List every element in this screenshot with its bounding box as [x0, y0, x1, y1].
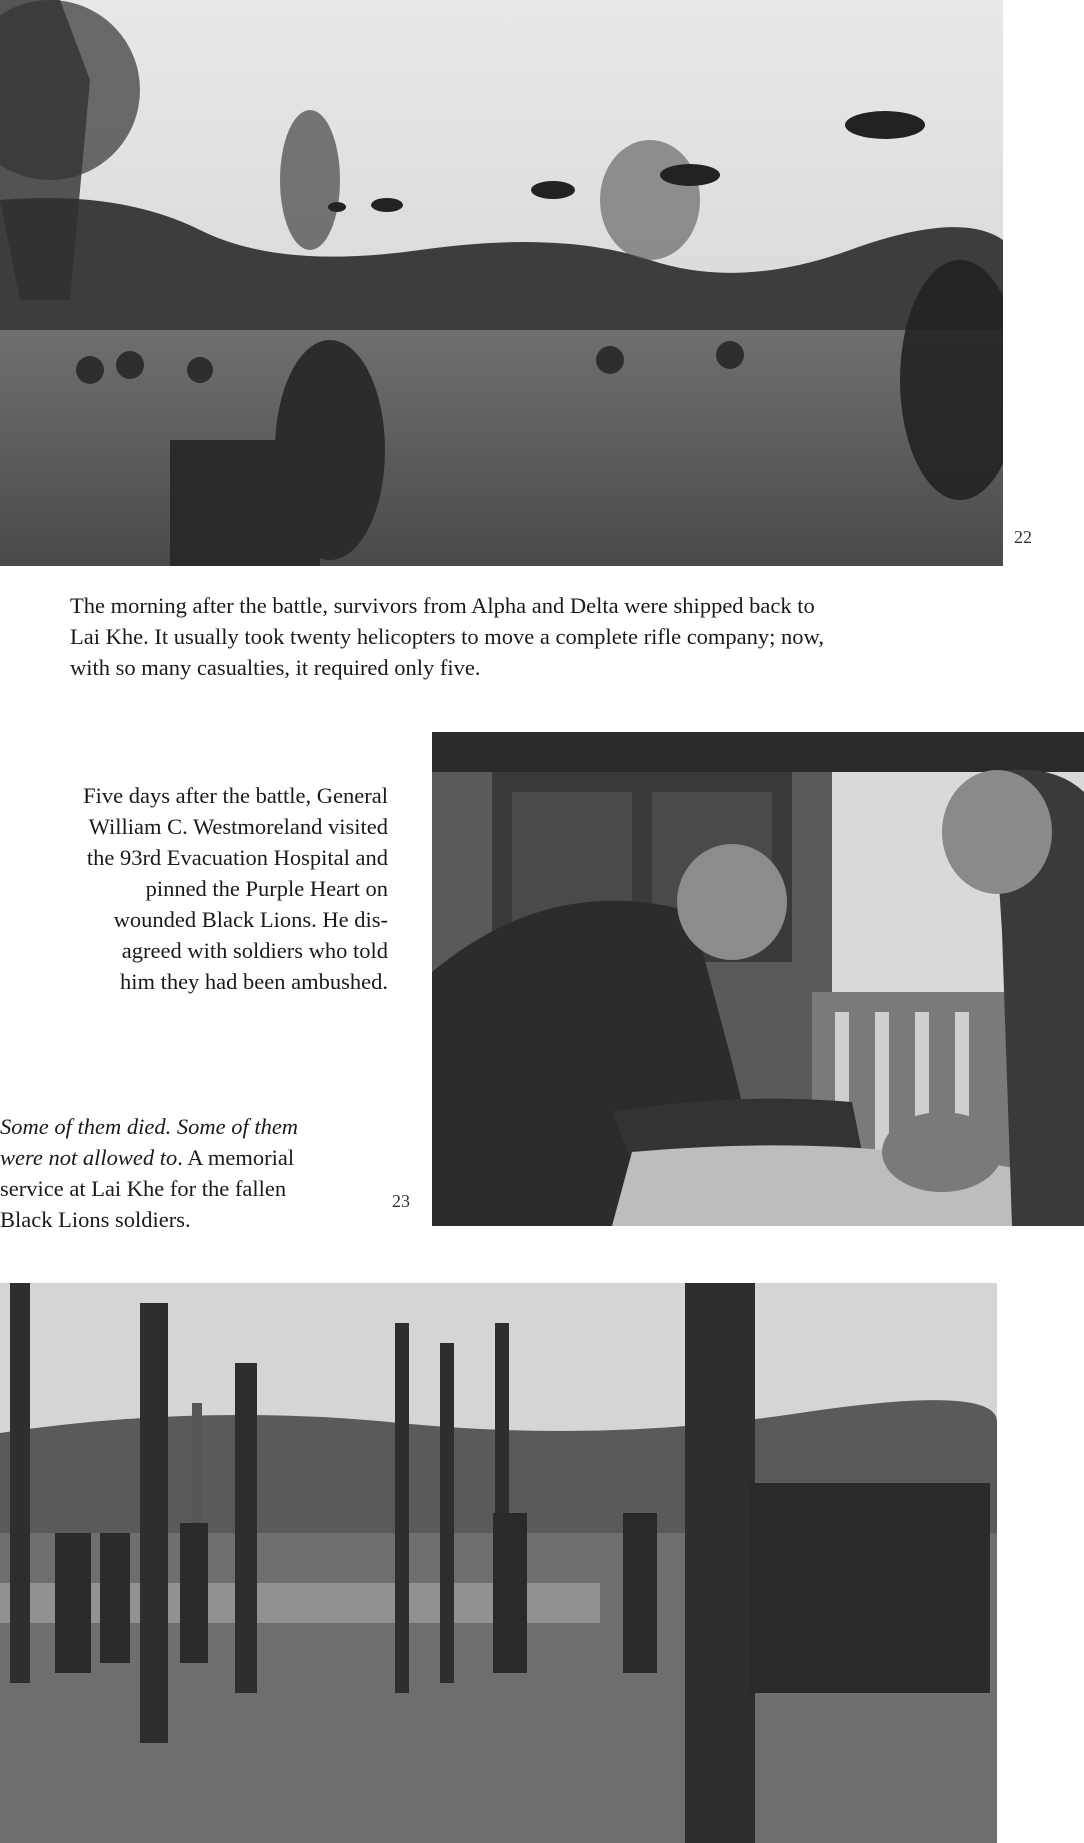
caption-line: The morning after the battle, survivors from Alpha and Delta were shipped back to	[70, 593, 815, 618]
page-number-23: 23	[392, 1191, 410, 1211]
caption-line: wounded Black Lions. He dis-	[113, 907, 388, 932]
helicopter-caption	[70, 590, 970, 683]
caption-line: Five days after the battle, General	[83, 783, 388, 808]
memorial-caption	[0, 1111, 380, 1235]
caption-line: agreed with soldiers who told	[121, 938, 388, 963]
westmoreland-caption	[20, 780, 388, 997]
italic-quote: were not allowed to	[0, 1145, 178, 1170]
caption-line: with so many casualties, it required only five.	[70, 655, 481, 680]
caption-line: him they had been ambushed.	[119, 969, 388, 994]
caption-line: Lai Khe. It usually took twenty helicopters to move a complete rifle company; now,	[70, 624, 824, 649]
italic-quote: Some of them died. Some of them	[0, 1114, 299, 1139]
hospital-visit-photo	[432, 732, 1084, 1226]
caption-line: service at Lai Khe for the fallen	[0, 1176, 287, 1201]
caption-text: . A memorial	[177, 1145, 295, 1170]
caption-line: the 93rd Evacuation Hospital and	[86, 845, 388, 870]
helicopter-landing-photo	[0, 0, 1003, 566]
caption-line	[0, 1142, 380, 1173]
caption-line	[0, 1111, 380, 1142]
page-number-22: 22	[1014, 527, 1032, 547]
caption-line: William C. Westmoreland visited	[88, 814, 388, 839]
caption-line: Black Lions soldiers.	[0, 1207, 191, 1232]
caption-line: pinned the Purple Heart on	[145, 876, 388, 901]
memorial-service-photo	[0, 1283, 997, 1843]
